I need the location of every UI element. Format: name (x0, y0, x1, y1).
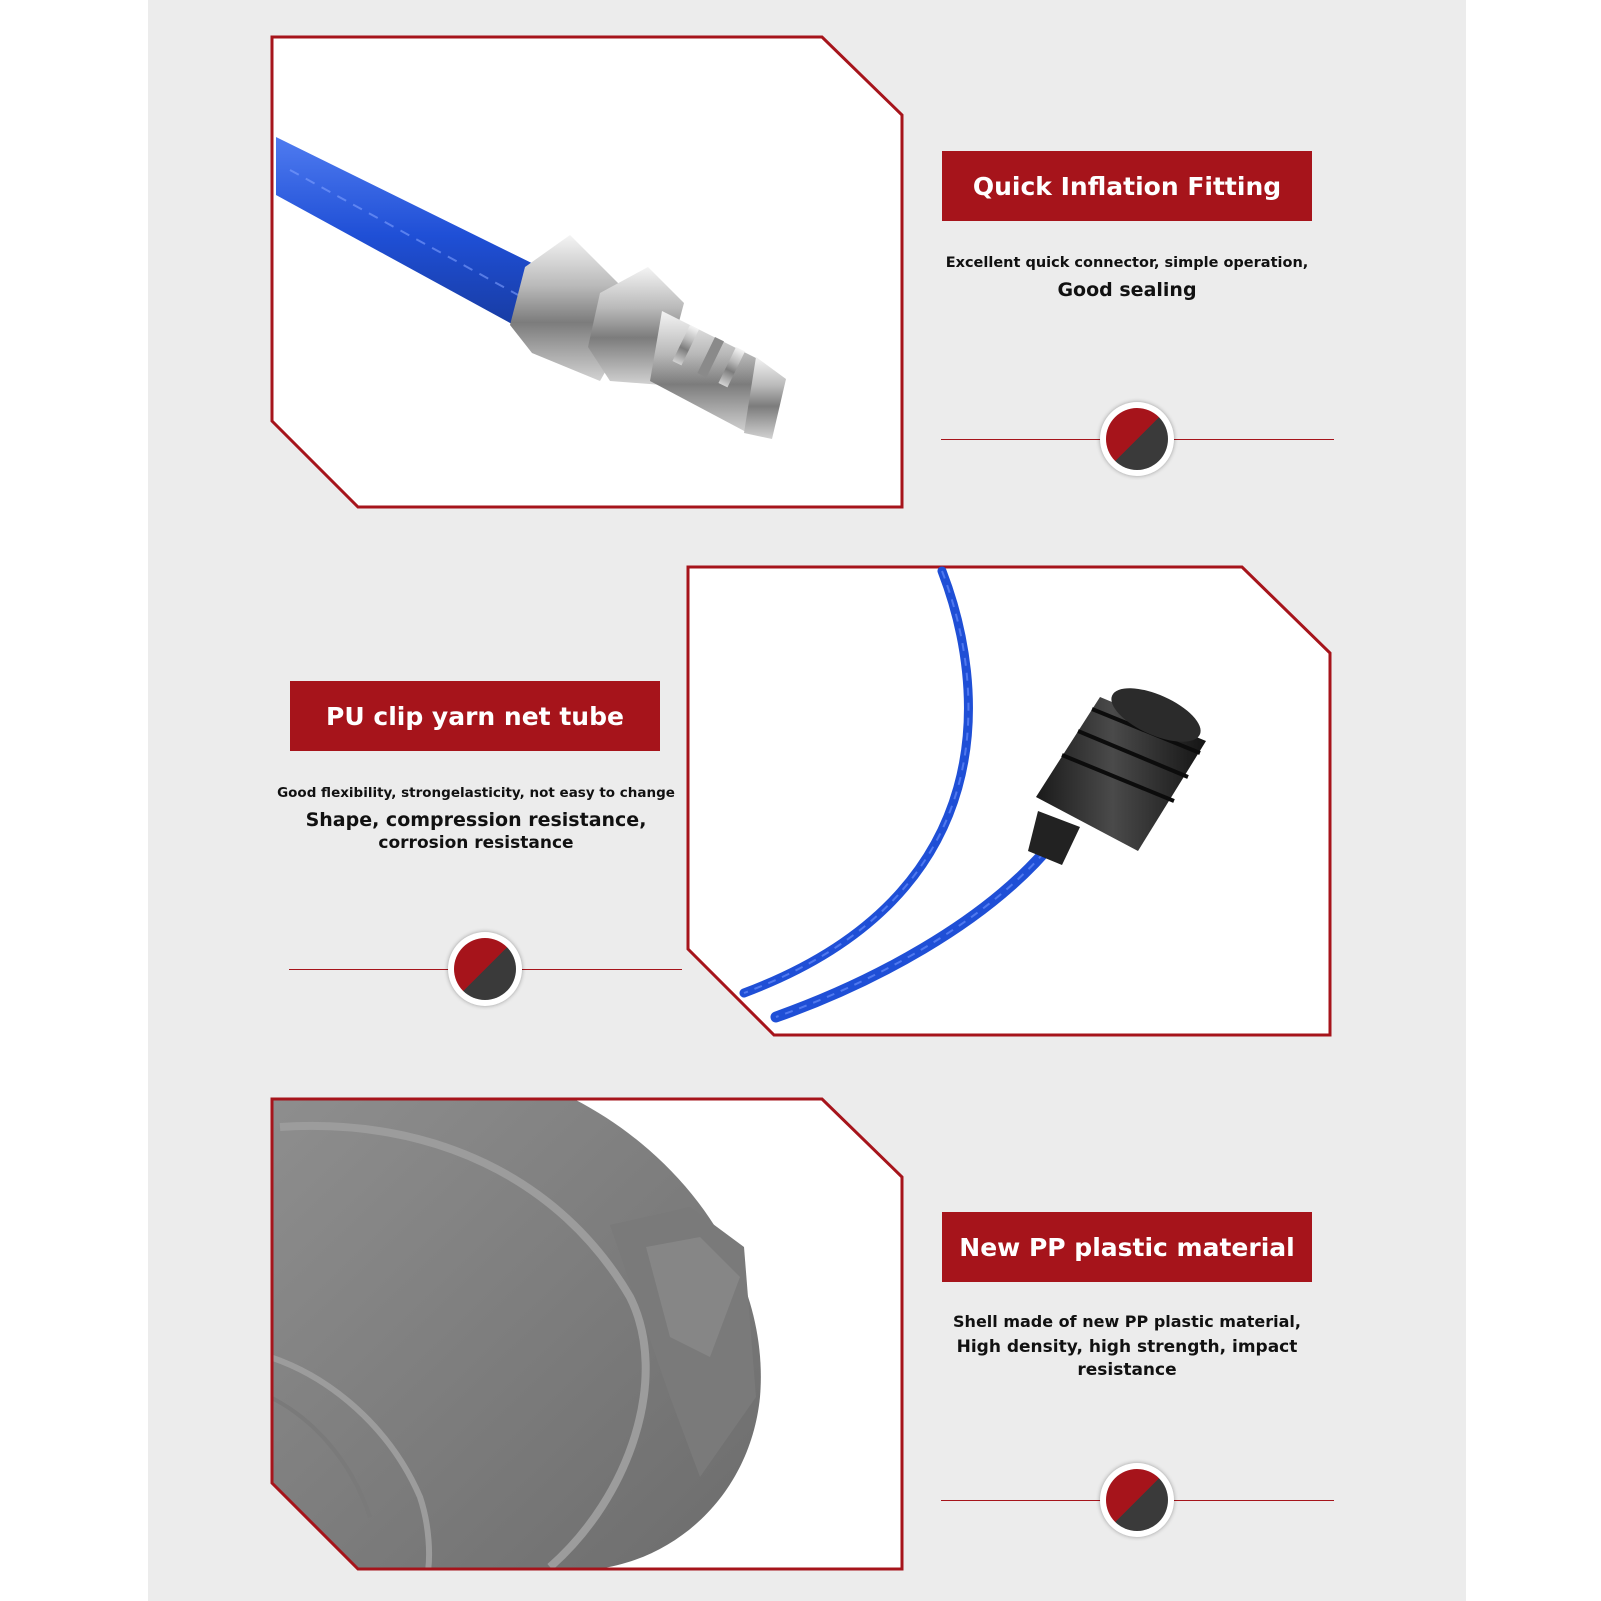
feature-3-line-2: High density, high strength, impact (956, 1337, 1298, 1357)
feature-1-title: Quick Inflation Fitting (942, 151, 1312, 221)
fitting-image-frame (270, 35, 910, 509)
split-circle-icon (1100, 402, 1174, 476)
feature-3-line-3: resistance (1077, 1360, 1177, 1380)
feature-3-divider-left (941, 1500, 1101, 1501)
tube-image-frame (686, 565, 1332, 1037)
split-circle-icon (448, 932, 522, 1006)
feature-3-divider-right (1174, 1500, 1334, 1501)
feature-2-line-2: Shape, compression resistance, (305, 809, 647, 831)
grey-reel-housing-image (270, 1097, 910, 1571)
metal-quick-connector-image (270, 35, 910, 509)
feature-1-divider-left (941, 439, 1101, 440)
pp-shell-image-frame (270, 1097, 910, 1571)
feature-2-description (272, 782, 680, 854)
feature-1-line-1: Excellent quick connector, simple operation, (945, 255, 1309, 271)
feature-2-title: PU clip yarn net tube (290, 681, 660, 751)
feature-2-line-1: Good flexibility, strongelasticity, not easy to change (277, 785, 675, 801)
feature-2-divider-right (522, 969, 682, 970)
feature-1-line-2: Good sealing (1057, 279, 1197, 301)
split-circle-icon (1100, 1463, 1174, 1537)
feature-1-divider-right (1174, 439, 1334, 440)
feature-3-description (918, 1311, 1336, 1381)
feature-3-title: New PP plastic material (942, 1212, 1312, 1282)
feature-2-line-3: corrosion resistance (378, 833, 574, 853)
feature-3-line-1: Shell made of new PP plastic material, (953, 1312, 1301, 1331)
feature-2-divider-left (289, 969, 449, 970)
blue-hose-with-black-nozzle-image (686, 565, 1332, 1037)
feature-page (148, 0, 1466, 1601)
feature-1-description (918, 252, 1336, 302)
